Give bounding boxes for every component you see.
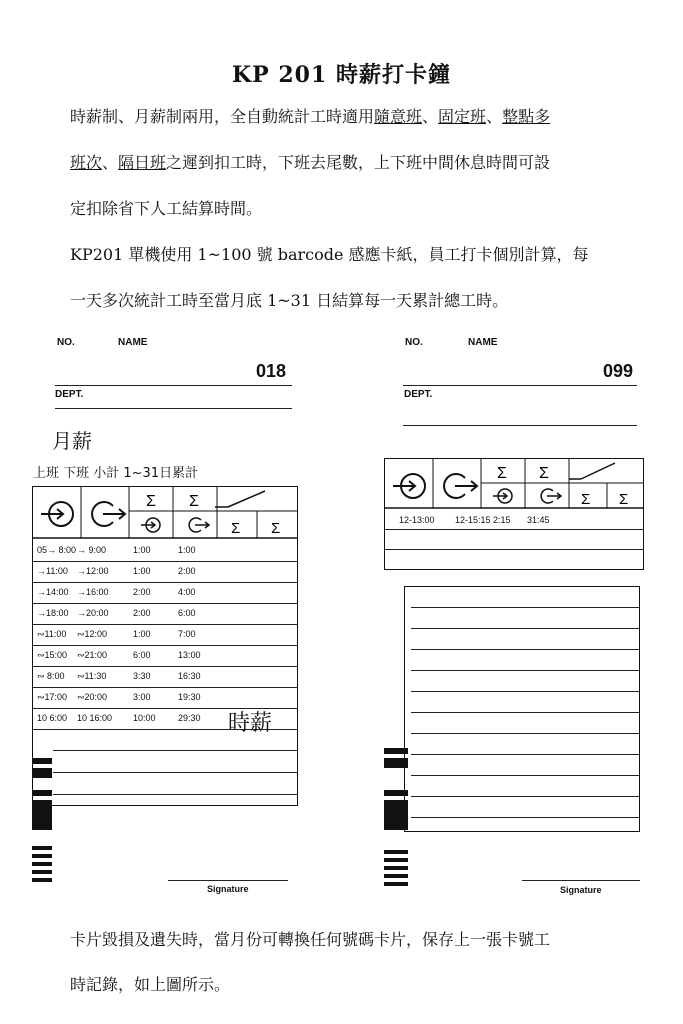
text: 、 [102,153,119,172]
row-line [53,772,297,773]
name-label: NAME [468,337,498,348]
handwritten-note: 時薪 [228,711,273,736]
signature-label: Signature [560,885,602,895]
sum-icon: Σ [581,491,591,508]
cumulative: 13:00 [178,650,201,660]
subtotal: 1:00 [133,629,151,639]
text: 、 [486,107,503,126]
time-out: →12:00 [77,566,109,576]
underlined-term: 隨意班 [374,107,423,126]
cumulative: 7:00 [178,629,196,639]
slash-icon [228,491,265,507]
card-number: 018 [256,361,287,381]
row-line [411,775,639,776]
time-out: →20:00 [77,608,109,618]
row-line [33,582,297,583]
time-out: ∾12:00 [77,629,108,639]
time-in: ∾11:00 [37,629,67,639]
small-clock-out-icon [189,518,209,532]
sum-icon: Σ [146,493,156,510]
paragraph-2-line-2: 一天多次統計工時至當月底 1~31 日結算每一天累計總工時。 [70,291,509,310]
cumulative: 4:00 [178,587,196,597]
dept-label: DEPT. [55,389,84,400]
barcode-mark [384,790,408,796]
footer-line-2: 時記錄，如上圖所示。 [70,975,231,994]
handwritten-title: 月薪 [52,429,92,453]
time-in: 05→ 8:00 [37,545,77,555]
time-out: 12-15:15 [455,515,491,525]
time-in: →11:00 [37,566,68,576]
time-out: ∾11:30 [77,671,107,681]
barcode-mark [32,870,52,874]
subtotal: 3:00 [133,692,151,702]
subtotal: 1:00 [133,545,151,555]
barcode-mark [384,874,408,878]
row-line [33,561,297,562]
barcode-mark [384,882,408,886]
barcode-mark [32,878,52,882]
divider [403,425,637,426]
sum-icon: Σ [231,520,241,537]
subtotal: 2:00 [133,608,151,618]
row-line [411,733,639,734]
time-in: ∾17:00 [37,692,68,702]
underlined-term: 整點多 [502,107,551,126]
row-line [411,754,639,755]
sum-icon: Σ [189,493,199,510]
row-line [33,666,297,667]
underlined-term: 隔日班 [118,153,167,172]
card-ruled-area [404,586,640,832]
underlined-term: 班次 [70,153,103,172]
cumulative: 1:00 [178,545,196,555]
barcode-mark [32,862,52,866]
cumulative: 29:30 [178,713,201,723]
row-line [411,628,639,629]
cumulative: 16:30 [178,671,201,681]
barcode-mark [384,850,408,854]
barcode-mark [384,858,408,862]
clock-in-icon [393,474,425,498]
time-out: 10 16:00 [77,713,113,723]
underlined-term: 固定班 [438,107,487,126]
divider [403,385,637,386]
no-label: NO. [405,337,423,348]
barcode-mark [32,854,52,858]
time-out: ∾21:00 [77,650,108,660]
text: 、 [422,107,439,126]
subtotal: 3:30 [133,671,151,681]
signature-line [168,880,288,881]
paragraph-1-line-2 [70,140,640,186]
paragraph-1-line-1 [70,94,640,140]
time-in: →18:00 [37,608,69,618]
small-clock-out-icon [541,489,561,503]
row-line [411,817,639,818]
row-line [411,649,639,650]
dept-label: DEPT. [404,389,433,400]
time-in: 10 6:00 [37,713,68,723]
card-header-icons [385,459,643,509]
sum-icon: Σ [271,520,281,537]
page-title: KP 201 時薪打卡鐘 [232,62,451,88]
barcode-mark [32,846,52,850]
time-in: →14:00 [37,587,69,597]
slash-icon [581,463,615,479]
text: 之遲到扣工時，下班去尾數，上下班中間休息時間可設 [166,153,551,172]
barcode-mark [32,758,52,764]
paragraph-2-line-1: KP201 單機使用 1~100 號 barcode 感應卡紙，員工打卡個別計算，每 [70,245,589,264]
small-clock-in-icon [141,518,160,532]
paragraph-1-line-3: 定扣除省下人工結算時間。 [70,199,263,218]
cumulative: 19:30 [178,692,201,702]
row-line [411,691,639,692]
barcode-mark [32,768,52,778]
subtotal: 10:00 [133,713,156,723]
sum-icon: Σ [497,465,507,482]
time-in: ∾ 8:00 [37,671,65,681]
signature-line [522,880,640,881]
row-line [385,549,643,550]
row-line [33,687,297,688]
handwritten-header: 上班 下班 小計 1~31日累計 [33,466,199,481]
subtotal: 2:15 [493,515,511,525]
name-label: NAME [118,337,148,348]
time-in: 12-13:00 [399,515,435,525]
barcode-mark [384,758,408,768]
row-line [33,624,297,625]
no-label: NO. [57,337,75,348]
row-line [53,750,297,751]
row-line [411,796,639,797]
barcode-mark [384,866,408,870]
clock-out-icon [444,474,477,498]
barcode-mark [384,748,408,754]
barcode-mark [32,800,52,830]
time-out: → 9:00 [77,545,107,555]
time-card-right [384,458,644,570]
clock-in-icon [41,502,73,526]
card-header-icons [33,487,297,539]
text: 時薪制、月薪制兩用，全自動統計工時適用 [70,107,375,126]
row-line [33,603,297,604]
sum-icon: Σ [539,465,549,482]
cumulative: 31:45 [527,515,550,525]
row-line [53,794,297,795]
row-line [33,645,297,646]
subtotal: 2:00 [133,587,151,597]
time-out: →16:00 [77,587,109,597]
barcode-mark [384,800,408,830]
barcode-mark [32,790,52,796]
cumulative: 2:00 [178,566,196,576]
row-line [385,529,643,530]
clock-out-icon [92,502,125,526]
divider [55,385,292,386]
time-out: ∾20:00 [77,692,108,702]
small-clock-in-icon [493,489,512,503]
subtotal: 6:00 [133,650,151,660]
row-line [411,712,639,713]
sum-icon: Σ [619,491,629,508]
footer-line-1: 卡片毀損及遺失時，當月份可轉換任何號碼卡片，保存上一張卡號工 [70,930,551,949]
signature-label: Signature [207,884,249,894]
cumulative: 6:00 [178,608,196,618]
divider [55,408,292,409]
row-line [411,670,639,671]
time-in: ∾15:00 [37,650,68,660]
time-card-left [32,486,298,806]
row-line [411,607,639,608]
subtotal: 1:00 [133,566,151,576]
card-number: 099 [603,361,634,381]
